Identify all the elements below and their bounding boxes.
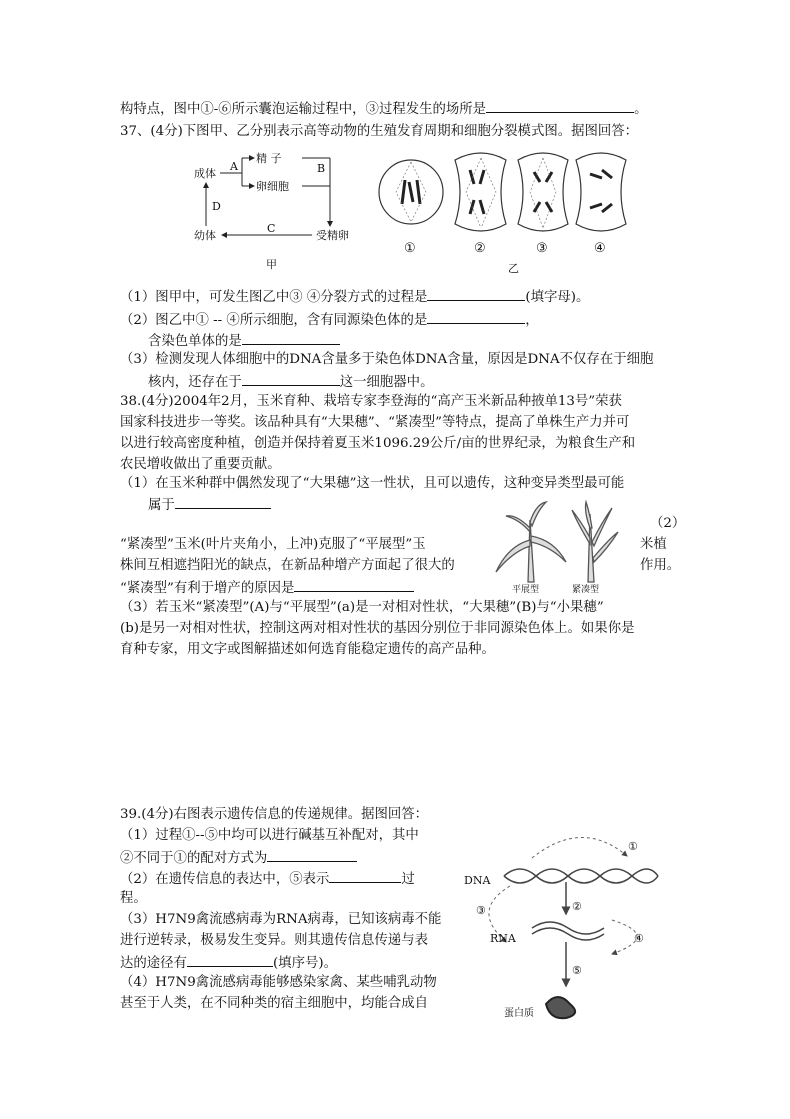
q39-part3a: （3）H7N9禽流感病毒为RNA病毒，已知该病毒不能 bbox=[120, 912, 442, 927]
label-compact-type: 紧凑型 bbox=[572, 585, 600, 595]
label-process-5: ⑤ bbox=[572, 964, 582, 977]
label-rna: RNA bbox=[490, 932, 516, 945]
q37-stem: 37、(4分)下图甲、乙分别表示高等动物的生殖发育周期和细胞分裂模式图。据图回答： bbox=[120, 124, 639, 139]
q38-part3b: (b)是另一对相对性状，控制这两对相对性状的基因分别位于非同源染色体上。如果你是 bbox=[120, 621, 635, 636]
label-process-2: ② bbox=[572, 900, 582, 913]
q39-part2b: 程。 bbox=[120, 891, 147, 906]
q38-part1b: 属于 bbox=[148, 494, 271, 515]
q39-part3c: 达的途径有 (填序号)。 bbox=[120, 952, 337, 973]
cell-label-4: ④ bbox=[594, 241, 606, 256]
q37-part2a: （2）图乙中① -- ④所示细胞，含有同源染色体的是 ， bbox=[120, 309, 539, 330]
label-egg: 卵细胞 bbox=[256, 180, 289, 193]
label-A: A bbox=[230, 160, 238, 173]
label-process-4: ④ bbox=[634, 932, 644, 945]
answer-blank[interactable] bbox=[242, 371, 340, 386]
q39-part3b: 进行逆转录，极易发生变异。则其遗传信息传递与表 bbox=[120, 933, 428, 948]
q38-line4: 农民增收做出了重要贡献。 bbox=[120, 457, 281, 472]
answer-blank[interactable] bbox=[329, 868, 401, 883]
cell-label-1: ① bbox=[404, 241, 416, 256]
q38-line1: 38.(4分)2004年2月，玉米育种、栽培专家李登海的“高产玉米新品种掖单13号”荣获 bbox=[120, 394, 622, 409]
label-process-1: ① bbox=[628, 840, 638, 853]
q39-part4a: （4）H7N9禽流感病毒能够感染家禽、某些哺乳动物 bbox=[120, 975, 437, 990]
q38-part2c: “紧凑型”有利于增产的原因是 bbox=[120, 577, 414, 598]
label-D: D bbox=[212, 200, 221, 213]
answer-blank[interactable] bbox=[427, 286, 525, 301]
cell-label-3: ③ bbox=[536, 241, 548, 256]
answer-blank[interactable] bbox=[175, 494, 271, 509]
label-young: 幼体 bbox=[194, 229, 216, 242]
caption-yi: 乙 bbox=[508, 262, 519, 273]
q38-part2a: “紧凑型”玉米(叶片夹角小，上冲)克服了“平展型”玉 bbox=[120, 537, 426, 552]
label-B: B bbox=[317, 162, 326, 175]
label-zygote: 受精卵 bbox=[316, 229, 349, 242]
q38-line3: 以进行较高密度种植，创造并保持着夏玉米1096.29公斤/亩的世界纪录，为粮食生产和 bbox=[120, 436, 636, 451]
q38-line2: 国家科技进步一等奖。该品种具有“大果穗”、“紧凑型”等特点，提高了单株生产力并可 bbox=[120, 415, 630, 430]
answer-blank[interactable] bbox=[486, 98, 634, 113]
q38-part1a: （1）在玉米种群中偶然发现了“大果穗”这一性状，且可以遗传，这种变异类型最可能 bbox=[120, 476, 625, 491]
q37-part1: （1）图甲中，可发生图乙中③ ④分裂方式的过程是 (填字母)。 bbox=[120, 286, 589, 307]
q38-part2a-end: 米植 bbox=[640, 537, 667, 552]
q39-part1a: （1）过程①--⑤中均可以进行碱基互补配对，其中 bbox=[120, 828, 419, 843]
label-process-3: ③ bbox=[476, 904, 486, 917]
q38-part2b: 株间互相遮挡阳光的缺点，在新品种增产方面起了很大的 bbox=[120, 558, 455, 573]
cell-label-2: ② bbox=[474, 241, 486, 256]
label-sperm: 精 子 bbox=[256, 152, 282, 165]
q37-part3b: 核内，还存在于 这一细胞器中。 bbox=[148, 371, 433, 392]
q37-part3a: （3）检测发现人体细胞中的DNA含量多于染色体DNA含量，原因是DNA不仅存在于细胞 bbox=[120, 352, 654, 367]
answer-blank[interactable] bbox=[187, 952, 273, 967]
label-flat-type: 平展型 bbox=[512, 585, 540, 595]
q39-stem: 39.(4分)右图表示遗传信息的传递规律。据图回答： bbox=[120, 807, 429, 822]
q38-part2-number: （2） bbox=[650, 516, 686, 531]
q38-part3a: （3）若玉米“紧凑型”(A)与“平展型”(a)是一对相对性状，“大果穗”(B)与“小果穗” bbox=[120, 600, 604, 615]
intro-line: 构特点，图中①-⑥所示囊泡运输过程中，③过程发生的场所是 。 bbox=[120, 98, 647, 119]
answer-blank[interactable] bbox=[242, 330, 340, 345]
answer-blank[interactable] bbox=[294, 577, 414, 592]
figure-jia-life-cycle bbox=[190, 148, 365, 273]
q38-part3c: 育种专家，用文字或图解描述如何选育能稳定遗传的高产品种。 bbox=[120, 642, 495, 657]
q39-part1b: ②不同于①的配对方式为 bbox=[120, 847, 357, 868]
q39-part4b: 甚至于人类，在不同种类的宿主细胞中，均能合成自 bbox=[120, 996, 428, 1011]
caption-jia: 甲 bbox=[266, 258, 277, 271]
figure-corn-plants bbox=[490, 500, 640, 595]
q37-part2b: 含染色单体的是 bbox=[148, 330, 340, 351]
q38-part2b-end: 作用。 bbox=[640, 558, 681, 573]
answer-blank[interactable] bbox=[427, 309, 525, 324]
figure-central-dogma bbox=[462, 818, 672, 1028]
label-C: C bbox=[267, 222, 276, 235]
figure-yi-cell-division bbox=[378, 148, 678, 273]
q39-part2a: （2）在遗传信息的表达中，⑤表示 过 bbox=[120, 868, 415, 889]
label-adult: 成体 bbox=[194, 167, 216, 180]
answer-blank[interactable] bbox=[267, 847, 357, 862]
label-protein: 蛋白质 bbox=[504, 1008, 534, 1019]
label-dna: DNA bbox=[464, 874, 491, 887]
